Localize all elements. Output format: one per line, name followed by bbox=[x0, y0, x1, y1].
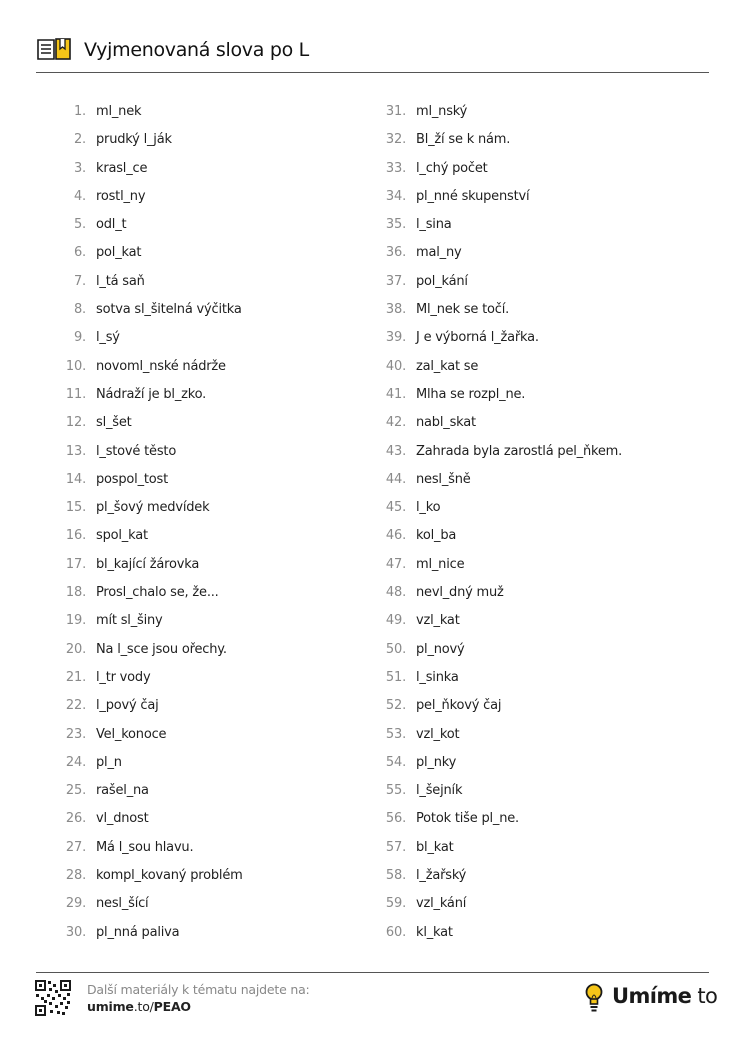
exercise-text: pl_nná paliva bbox=[96, 924, 180, 940]
exercise-number: 40. bbox=[385, 358, 406, 374]
exercise-text: Prosl_chalo se, že... bbox=[96, 585, 219, 601]
exercise-text: pl_nový bbox=[416, 641, 465, 657]
exercise-number: 7. bbox=[73, 273, 86, 289]
exercise-number: 16. bbox=[65, 528, 86, 544]
exercise-number: 33. bbox=[385, 160, 406, 176]
exercise-number: 36. bbox=[385, 245, 406, 261]
exercise-text: vl_dnost bbox=[96, 811, 149, 827]
exercise-number: 20. bbox=[65, 641, 86, 657]
exercise-number: 57. bbox=[385, 839, 406, 855]
exercise-text: l_tr vody bbox=[96, 669, 151, 685]
exercise-number: 49. bbox=[385, 613, 406, 629]
exercise-number: 28. bbox=[65, 868, 86, 884]
exercise-number: 27. bbox=[65, 839, 86, 855]
exercise-number: 41. bbox=[385, 386, 406, 402]
exercise-text: Potok tiše pl_ne. bbox=[416, 811, 519, 827]
exercise-number: 32. bbox=[385, 132, 406, 148]
exercise-text: rašel_na bbox=[96, 783, 149, 799]
exercise-number: 51. bbox=[385, 669, 406, 685]
exercise-text: l_šejník bbox=[416, 783, 463, 799]
exercise-number: 45. bbox=[385, 500, 406, 516]
footer-caption: Další materiály k tématu najdete na: bbox=[87, 982, 310, 997]
qr-code-icon bbox=[35, 980, 71, 1016]
exercise-text: bl_kat bbox=[416, 839, 454, 855]
exercise-number: 22. bbox=[65, 698, 86, 714]
book-icon bbox=[36, 38, 72, 62]
exercise-text: Má l_sou hlavu. bbox=[96, 839, 194, 855]
exercise-text: Ml_nek se točí. bbox=[416, 302, 510, 318]
exercise-number: 3. bbox=[73, 160, 86, 176]
exercise-number: 4. bbox=[73, 188, 86, 204]
exercise-text: nabl_skat bbox=[416, 415, 476, 431]
exercise-number: 58. bbox=[385, 868, 406, 884]
exercise-number: 56. bbox=[385, 811, 406, 827]
exercise-number: 53. bbox=[385, 726, 406, 742]
exercise-text: pol_kat bbox=[96, 245, 142, 261]
exercise-text: mít sl_šiny bbox=[96, 613, 163, 629]
exercise-number: 55. bbox=[385, 783, 406, 799]
exercise-text: ml_nice bbox=[416, 556, 465, 572]
brand-name-bold: Umíme bbox=[612, 984, 692, 1008]
exercise-text: odl_t bbox=[96, 217, 127, 233]
exercise-number: 54. bbox=[385, 754, 406, 770]
exercise-text: pl_nky bbox=[416, 754, 457, 770]
exercise-text: l_sinka bbox=[416, 669, 459, 685]
exercise-number: 8. bbox=[73, 302, 86, 318]
exercise-number: 5. bbox=[73, 217, 86, 233]
exercise-number: 43. bbox=[385, 443, 406, 459]
exercise-text: vzl_kat bbox=[416, 613, 460, 629]
exercise-text: krasl_ce bbox=[96, 160, 148, 176]
exercise-number: 25. bbox=[65, 783, 86, 799]
exercise-text: Zahrada byla zarostlá pel_ňkem. bbox=[416, 443, 623, 459]
footer-link-tld: .to/ bbox=[133, 999, 154, 1014]
exercise-text: nesl_šně bbox=[416, 471, 471, 487]
exercise-number: 12. bbox=[65, 415, 86, 431]
exercise-text: pel_ňkový čaj bbox=[416, 698, 502, 714]
exercise-text: J e výborná l_žařka. bbox=[416, 330, 539, 346]
exercise-text: Vel_konoce bbox=[96, 726, 167, 742]
footer-link[interactable] bbox=[87, 999, 191, 1014]
exercise-text: Bl_ží se k nám. bbox=[416, 132, 511, 148]
exercise-text: bl_kající žárovka bbox=[96, 556, 200, 572]
exercise-text: ml_nský bbox=[416, 104, 468, 119]
footer-link-code: PEAO bbox=[153, 999, 191, 1014]
exercise-number: 15. bbox=[65, 500, 86, 516]
exercise-text: novoml_nské nádrže bbox=[96, 358, 226, 374]
exercise-text: pl_šový medvídek bbox=[96, 500, 210, 516]
exercise-number: 30. bbox=[65, 924, 86, 940]
exercise-number: 1. bbox=[73, 104, 86, 119]
exercise-text: l_tá saň bbox=[96, 273, 145, 289]
exercise-text: kl_kat bbox=[416, 924, 453, 940]
exercise-number: 23. bbox=[65, 726, 86, 742]
exercise-number: 38. bbox=[385, 302, 406, 318]
lightbulb-icon bbox=[584, 983, 604, 1013]
exercise-text: rostl_ny bbox=[96, 188, 146, 204]
exercise-text: sl_šet bbox=[96, 415, 132, 431]
exercise-text: Nádraží je bl_zko. bbox=[96, 386, 207, 402]
exercise-text: Mlha se rozpl_ne. bbox=[416, 386, 526, 402]
exercise-number: 47. bbox=[385, 556, 406, 572]
exercise-text: kompl_kovaný problém bbox=[96, 868, 243, 884]
exercise-number: 52. bbox=[385, 698, 406, 714]
exercise-number: 2. bbox=[73, 132, 86, 148]
exercise-text: prudký l_ják bbox=[96, 132, 172, 148]
exercise-number: 18. bbox=[65, 585, 86, 601]
exercise-text: l_chý počet bbox=[416, 160, 488, 176]
exercise-text: sotva sl_šitelná výčitka bbox=[96, 302, 242, 318]
exercise-number: 11. bbox=[65, 386, 86, 402]
exercise-number: 24. bbox=[65, 754, 86, 770]
exercise-text: spol_kat bbox=[96, 528, 148, 544]
exercise-number: 19. bbox=[65, 613, 86, 629]
exercise-text: Na l_sce jsou ořechy. bbox=[96, 641, 227, 657]
brand-name-light: to bbox=[691, 984, 718, 1008]
exercise-text: nesl_šící bbox=[96, 896, 149, 912]
exercise-text: pospol_tost bbox=[96, 471, 169, 487]
exercise-number: 14. bbox=[65, 471, 86, 487]
footer-divider bbox=[36, 972, 709, 973]
exercise-number: 21. bbox=[65, 669, 86, 685]
exercise-number: 35. bbox=[385, 217, 406, 233]
exercise-number: 31. bbox=[385, 104, 406, 119]
exercise-text: kol_ba bbox=[416, 528, 457, 544]
exercise-number: 44. bbox=[385, 471, 406, 487]
exercise-text: mal_ny bbox=[416, 245, 462, 261]
exercise-text: l_stové těsto bbox=[96, 443, 177, 459]
exercise-text: zal_kat se bbox=[416, 358, 479, 374]
exercise-text: pl_nné skupenství bbox=[416, 188, 530, 204]
exercise-number: 46. bbox=[385, 528, 406, 544]
exercise-text: l_ko bbox=[416, 500, 441, 516]
exercise-text: l_žařský bbox=[416, 868, 467, 884]
exercise-number: 17. bbox=[65, 556, 86, 572]
page-header bbox=[36, 36, 709, 73]
exercise-text: vzl_kání bbox=[416, 896, 467, 912]
exercise-text: ml_nek bbox=[96, 104, 142, 119]
exercise-number: 37. bbox=[385, 273, 406, 289]
exercise-text: vzl_kot bbox=[416, 726, 460, 742]
page-title: Vyjmenovaná slova po L bbox=[84, 39, 309, 61]
exercise-text: l_sý bbox=[96, 330, 120, 346]
exercise-text: nevl_dný muž bbox=[416, 585, 504, 601]
exercise-number: 42. bbox=[385, 415, 406, 431]
exercise-number: 13. bbox=[65, 443, 86, 459]
exercise-number: 39. bbox=[385, 330, 406, 346]
footer-link-domain: umime bbox=[87, 999, 134, 1014]
exercise-text: pl_n bbox=[96, 754, 122, 770]
exercise-text: pol_kání bbox=[416, 273, 468, 289]
exercise-number: 48. bbox=[385, 585, 406, 601]
brand-name bbox=[612, 984, 717, 1008]
exercise-number: 59. bbox=[385, 896, 406, 912]
exercise-number: 10. bbox=[65, 358, 86, 374]
exercise-number: 34. bbox=[385, 188, 406, 204]
exercise-text: l_sina bbox=[416, 217, 452, 233]
exercise-number: 9. bbox=[73, 330, 86, 346]
exercise-text: l_pový čaj bbox=[96, 698, 159, 714]
exercise-number: 60. bbox=[385, 924, 406, 940]
exercise-number: 26. bbox=[65, 811, 86, 827]
exercise-number: 50. bbox=[385, 641, 406, 657]
exercise-number: 6. bbox=[73, 245, 86, 261]
exercise-number: 29. bbox=[65, 896, 86, 912]
